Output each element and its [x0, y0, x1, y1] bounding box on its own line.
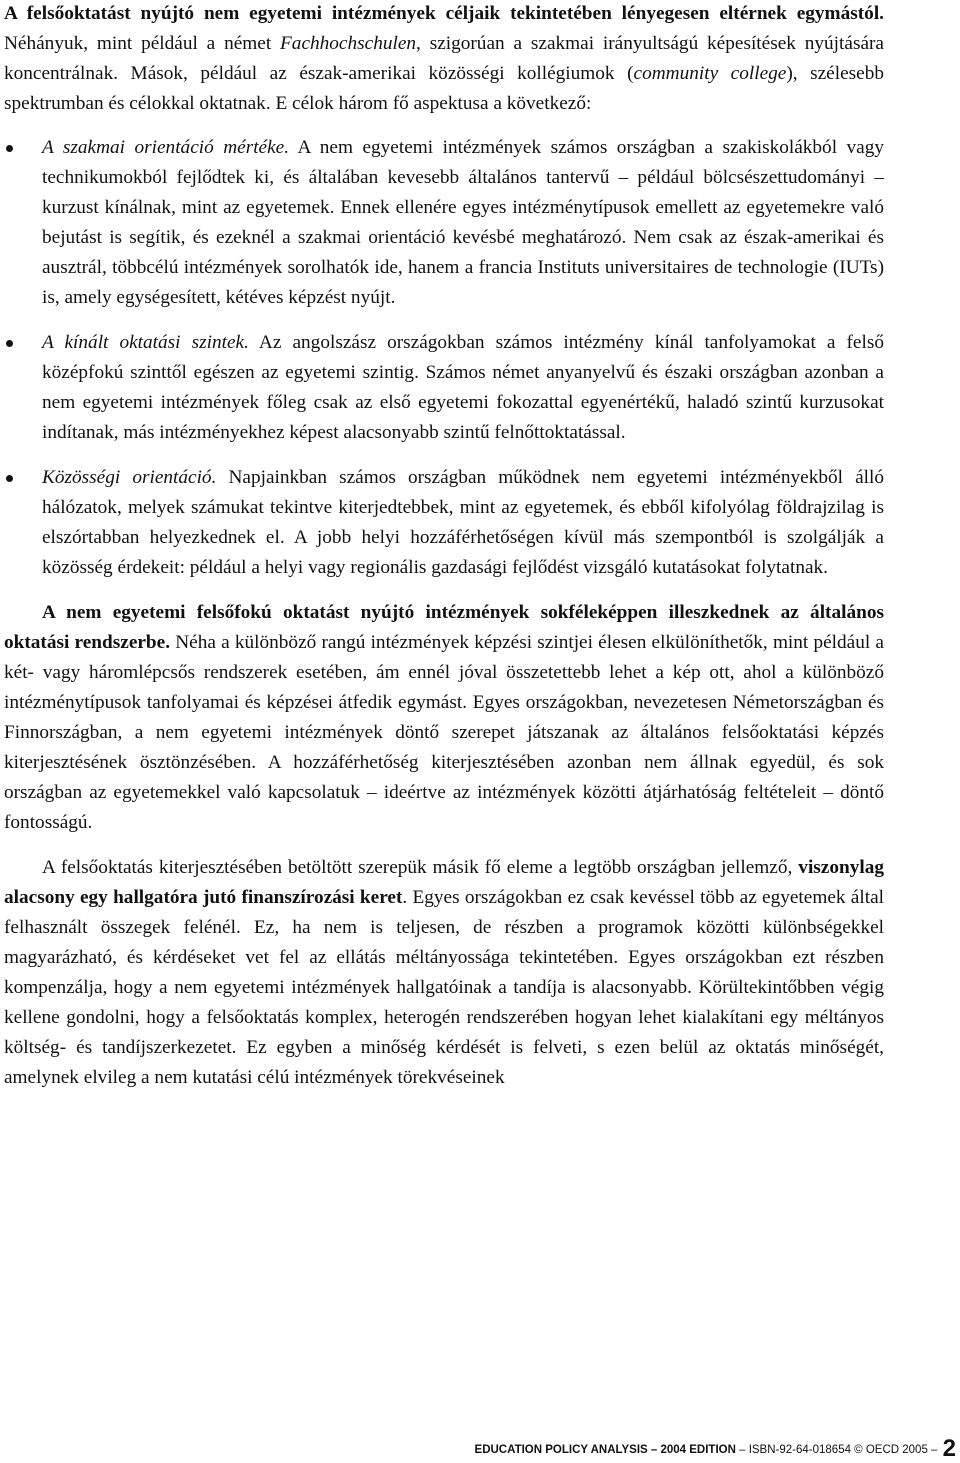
intro-italic-1: Fachhochschulen: [280, 33, 417, 54]
list-item: [4, 328, 884, 448]
bullet-icon: [6, 340, 13, 347]
page-footer: [475, 1432, 956, 1460]
page-number: 2: [942, 1435, 956, 1462]
integration-paragraph: [4, 598, 884, 838]
bullet-icon: [6, 475, 13, 482]
bullet-icon: [6, 145, 13, 152]
list-item: [4, 133, 884, 313]
intro-paragraph: [4, 0, 884, 119]
document-page: [4, 0, 884, 1093]
list-item-text: Az angolszász országokban számos intézmény kínál tanfolyamokat a felső középfokú szinttől egészen az egyetemi szintig. Számos német anyanyelvű és északi országban azonban a nem egyetemi intézmények főleg csak az első egyetemi fokozattal egyenértékű, haladó szintű kurzusokat indítanak, más intézményekhez képest alacsonyabb szintű felnőttoktatással.: [42, 332, 884, 443]
funding-paragraph: [4, 853, 884, 1093]
integration-bold-text: A nem egyetemi felsőfokú oktatást nyújtó intézmények sokféleképpen illeszkednek az általános oktatási rendszerbe.: [4, 602, 884, 653]
list-item-lead: A kínált oktatási szintek.: [42, 332, 249, 353]
intro-text-3: ), szélesebb spektrumban és célokkal oktatnak. E célok három fő aspektusa a következő:: [4, 63, 884, 114]
integration-text: Néha a különböző rangú intézmények képzési szintjei élesen elkülöníthetők, mint például a két- vagy háromlépcsős rendszerek esetében, ám ennél jóval összetettebb lehet a kép ott, ahol a különböző intézménytípusok tanfolyamai és képzései átfedik egymást. Egyes országokban, nevezetesen Németországban és Finnországban, a nem egyetemi intézmények döntő szerepet játszanak az általános felsőoktatási képzés kiterjesztésének ösztönzésében. A hozzáférhetőség kiterjesztésében azonban nem állnak egyedül, és sok országban az egyetemekkel való kapcsolatuk – ideértve az intézmények közötti átjárhatóság feltételeit – döntő fontosságú.: [4, 632, 884, 833]
footer-publication: EDUCATION POLICY ANALYSIS – 2004 EDITION: [474, 1444, 736, 1456]
list-item-text: Napjainkban számos országban működnek nem egyetemi intézményekből álló hálózatok, melyek számukat tekintve kiterjedtebbek, mint az egyetemek, és ebből kifolyólag földrajzilag is elszórtabban helyezkednek el. A jobb helyi hozzáférhetőségen kívül más szempontból is szolgálják a közösség érdekeit: például a helyi vagy regionális gazdasági fejlődést vizsgáló kutatásokat folytatnak.: [42, 467, 884, 578]
footer-isbn: – ISBN-92-64-018654 © OECD 2005 –: [735, 1444, 941, 1456]
list-item-lead: Közösségi orientáció.: [42, 467, 217, 488]
funding-text-2: . Egyes országokban ez csak kevéssel több az egyetemek által felhasznált összegek felénél. Ez, ha nem is teljesen, de részben a programok közötti különbségekkel magyarázható, és kérdéseket vet fel az ellátás méltányossága tekintetében. Egyes országokban ezt részben kompenzálja, hogy a nem egyetemi intézmények hallgatóinak a tandíja is alacsonyabb. Körültekintőbben végig kellene gondolni, hogy a felsőoktatás komplex, heterogén rendszerében hogyan lehet kialakítani egy méltányos költség- és tandíjszerkezetet. Ez egyben a minőség kérdését is felveti, s ezen belül az oktatás minőségét, amelynek elvileg a nem kutatási célú intézmények törekvéseinek: [4, 887, 884, 1088]
funding-text-1: A felsőoktatás kiterjesztésében betöltött szerepük másik fő eleme a legtöbb országban jellemző,: [42, 857, 799, 878]
intro-text-2: , szigorúan a szakmai irányultságú képesítések nyújtására koncentrálnak. Mások, például az észak-amerikai közösségi kollégiumok (: [4, 33, 884, 84]
aspect-list: [4, 133, 884, 583]
intro-bold-text: A felsőoktatást nyújtó nem egyetemi intézmények céljaik tekintetében lényegesen eltérnek egymástól.: [4, 3, 884, 24]
list-item-lead: A szakmai orientáció mértéke.: [42, 137, 290, 158]
funding-bold-text: viszonylag alacsony egy hallgatóra jutó finanszírozási keret: [4, 857, 884, 908]
list-item: [4, 463, 884, 583]
intro-text-1: Néhányuk, mint például a német: [4, 33, 281, 54]
intro-italic-2: community college: [633, 63, 787, 84]
list-item-text: A nem egyetemi intézmények számos országban a szakiskolákból vagy technikumokból fejlődtek ki, és általában kevesebb általános tantervű – például bölcsészettudományi – kurzust kínálnak, mint az egyetemek. Ennek ellenére egyes intézménytípusok emellett az egyetemekre való bejutást is segítik, és ezeknél a szakmai orientáció kevésbé meghatározó. Nem csak az észak-amerikai és ausztrál, többcélú intézmények sorolhatók ide, hanem a francia Instituts universitaires de technologie (IUTs) is, amely egységesített, kétéves képzést nyújt.: [42, 137, 885, 308]
